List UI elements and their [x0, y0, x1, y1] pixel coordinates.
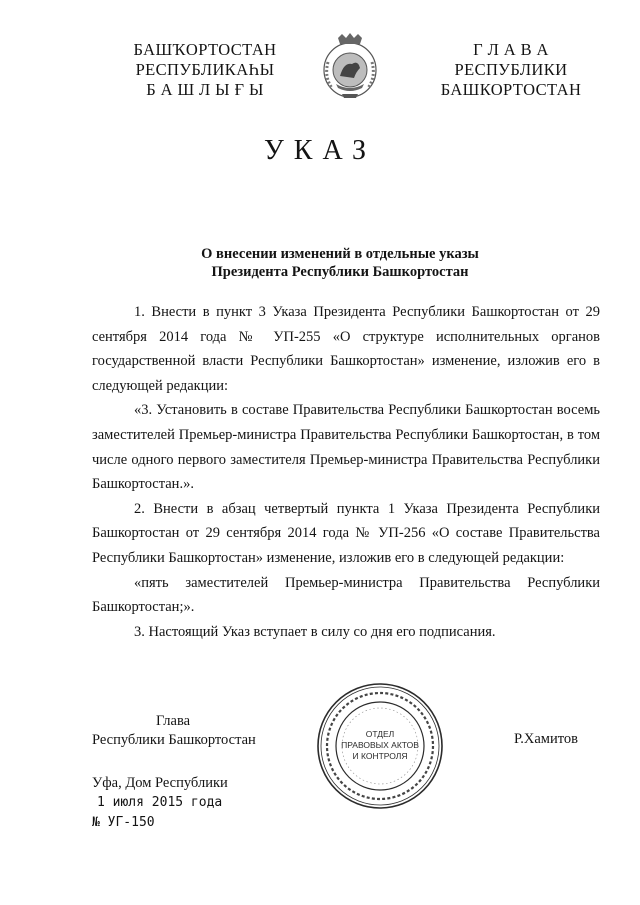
- header-left-line: БАШҠОРТОСТАН: [133, 40, 277, 59]
- paragraph-1: 1. Внести в пункт 3 Указа Президента Республики Башкортостан от 29 сентября 2014 года № УП-255 «О структуре исполнительных органов государственной власти Республики Башкортостан» изменение, изложив его в следующей редакции:: [92, 304, 600, 394]
- stamp-line: ПРАВОВЫХ АКТОВ: [341, 740, 419, 750]
- stamp-line: И КОНТРОЛЯ: [352, 751, 408, 761]
- header-left-line: РЕСПУБЛИКАҺЫ: [135, 60, 275, 79]
- document-title: УКАЗ: [263, 135, 377, 166]
- subject-line: О внесении изменений в отдельные указы: [201, 246, 479, 262]
- paragraph-2: 2. Внести в абзац четвертый пункта 1 Указа Президента Республики Башкортостан от 29 сентября 2014 года № УП-256 «О составе Правительства Республики Башкортостан» изменение, изложив его в следующей редакции:: [92, 500, 600, 566]
- document-date: 1 июля 2015 года: [97, 795, 223, 810]
- stamp-line: ОТДЕЛ: [365, 729, 395, 739]
- document-subject: [140, 245, 540, 281]
- header-right-block: [426, 40, 596, 100]
- header-left-block: [120, 40, 290, 100]
- header-right-line: БАШКОРТОСТАН: [440, 80, 582, 99]
- paragraph-2-quote: «пять заместителей Премьер-министра Правительства Республики Башкортостан;».: [92, 574, 600, 616]
- document-body: [92, 300, 600, 644]
- header-right-line: Г Л А В А: [473, 40, 549, 59]
- header-left-line: Б А Ш Л Ы Ғ Ы: [146, 80, 264, 99]
- paragraph-3: 3. Настоящий Указ вступает в силу со дня его подписания.: [134, 623, 496, 640]
- subject-line: Президента Республики Башкортостан: [211, 264, 469, 280]
- document-footer: [92, 773, 228, 833]
- bashkortostan-emblem-icon: [318, 32, 382, 100]
- paragraph-1-quote: «3. Установить в составе Правительства Республики Башкортостан восемь заместителей Премьер-министра Правительства Республики Башкортостан, в том числе одного первого заместителя Премьер-министра Правительства Республики Башкортостан.».: [92, 402, 600, 493]
- document-place: Уфа, Дом Республики: [92, 775, 228, 791]
- header-right-line: РЕСПУБЛИКИ: [454, 60, 568, 79]
- official-stamp-icon: [314, 680, 446, 812]
- signature-title-line: Республики Башкортостан: [92, 732, 256, 748]
- document-number: № УГ-150: [92, 815, 155, 830]
- signer-name: Р.Хамитов: [514, 731, 578, 747]
- signature-title-line: Глава: [156, 713, 191, 729]
- signature-title: [92, 712, 256, 750]
